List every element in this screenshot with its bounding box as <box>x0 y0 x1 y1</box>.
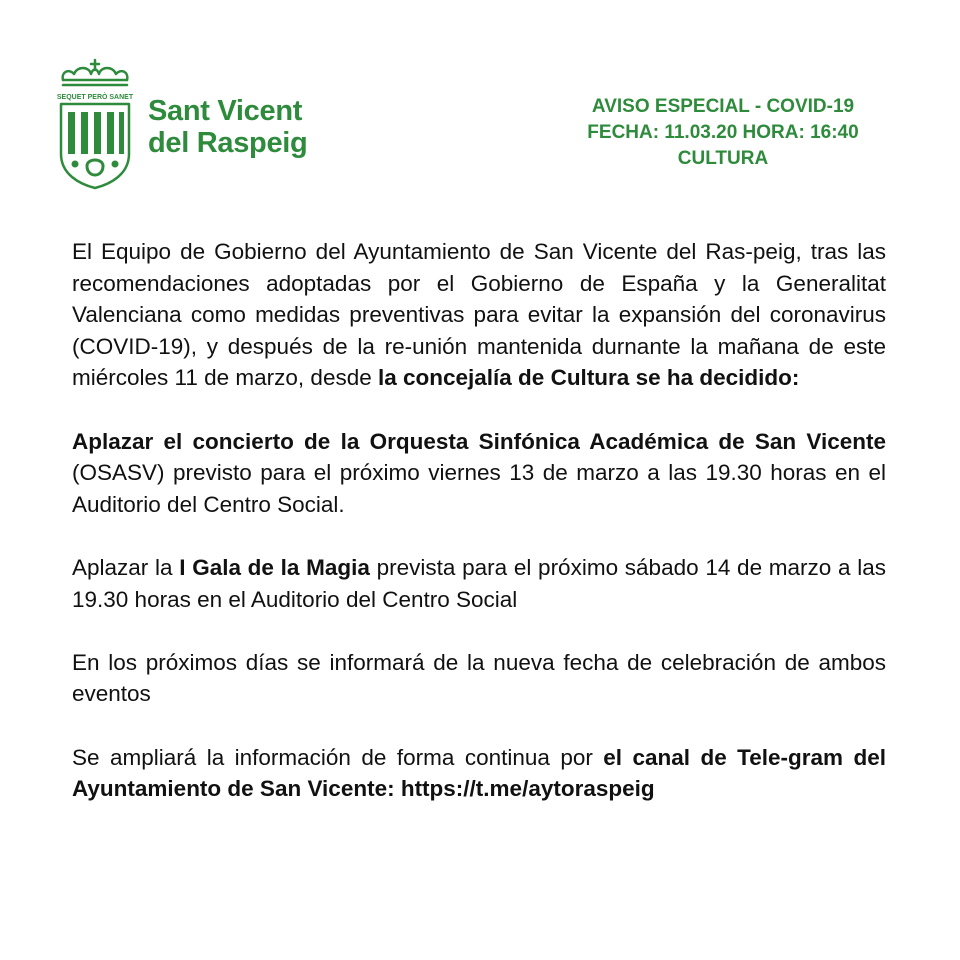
announcement-body <box>72 236 886 836</box>
special-notice-header <box>548 94 898 172</box>
intro-bold: la concejalía de Cultura se ha decidido: <box>377 365 800 391</box>
paragraph-concert <box>72 426 886 521</box>
logo-motto: SEQUET PERÒ SANET <box>56 94 134 101</box>
concert-text: (OSASV) previsto para el próximo viernes 13 de marzo a las 19.30 horas en el Auditorio del Centro Social. <box>72 460 886 517</box>
brand-line-1: Sant Vicent <box>148 95 303 127</box>
intro-text: El Equipo de Gobierno del Ayuntamiento de San Vicente del Ras-peig, tras las recomendaciones adoptadas por el Gobierno de España y la Generalitat Valenciana como medidas preventivas para evitar la expansión del coronavirus (COVID-19), y después de la re-unión mantenida durnante la mañana de este miércoles 11 de marzo, desde <box>72 239 886 391</box>
municipality-name <box>148 95 307 159</box>
notice-title: AVISO ESPECIAL - COVID-19 <box>591 96 855 117</box>
paragraph-new-dates <box>72 647 886 710</box>
notice-date-time: FECHA: 11.03.20 HORA: 16:40 <box>587 122 859 143</box>
new-dates-text: En los próximos días se informará de la nueva fecha de celebración de ambos eventos <box>72 649 886 707</box>
notice-department: CULTURA <box>677 148 769 169</box>
paragraph-magic-gala <box>72 552 886 615</box>
gala-bold: I Gala de la Magia <box>179 554 370 580</box>
paragraph-telegram <box>72 742 886 805</box>
telegram-bold-link: el canal de Tele-gram del Ayuntamiento de San Vicente: https://t.me/aytoraspeig <box>72 744 886 802</box>
gala-text-1: Aplazar la <box>72 554 180 580</box>
concert-bold: Aplazar el concierto de la Orquesta Sinfónica Académica de San Vicente <box>72 428 886 454</box>
telegram-text: Se ampliará la información de forma continua por <box>72 744 604 770</box>
brand-line-2: del Raspeig <box>148 127 308 159</box>
coat-of-arms-logo <box>55 58 135 190</box>
gala-text-2: prevista para el próximo sábado 14 de marzo a las 19.30 horas en el Auditorio del Centro Social <box>72 554 886 612</box>
paragraph-intro <box>72 236 886 394</box>
